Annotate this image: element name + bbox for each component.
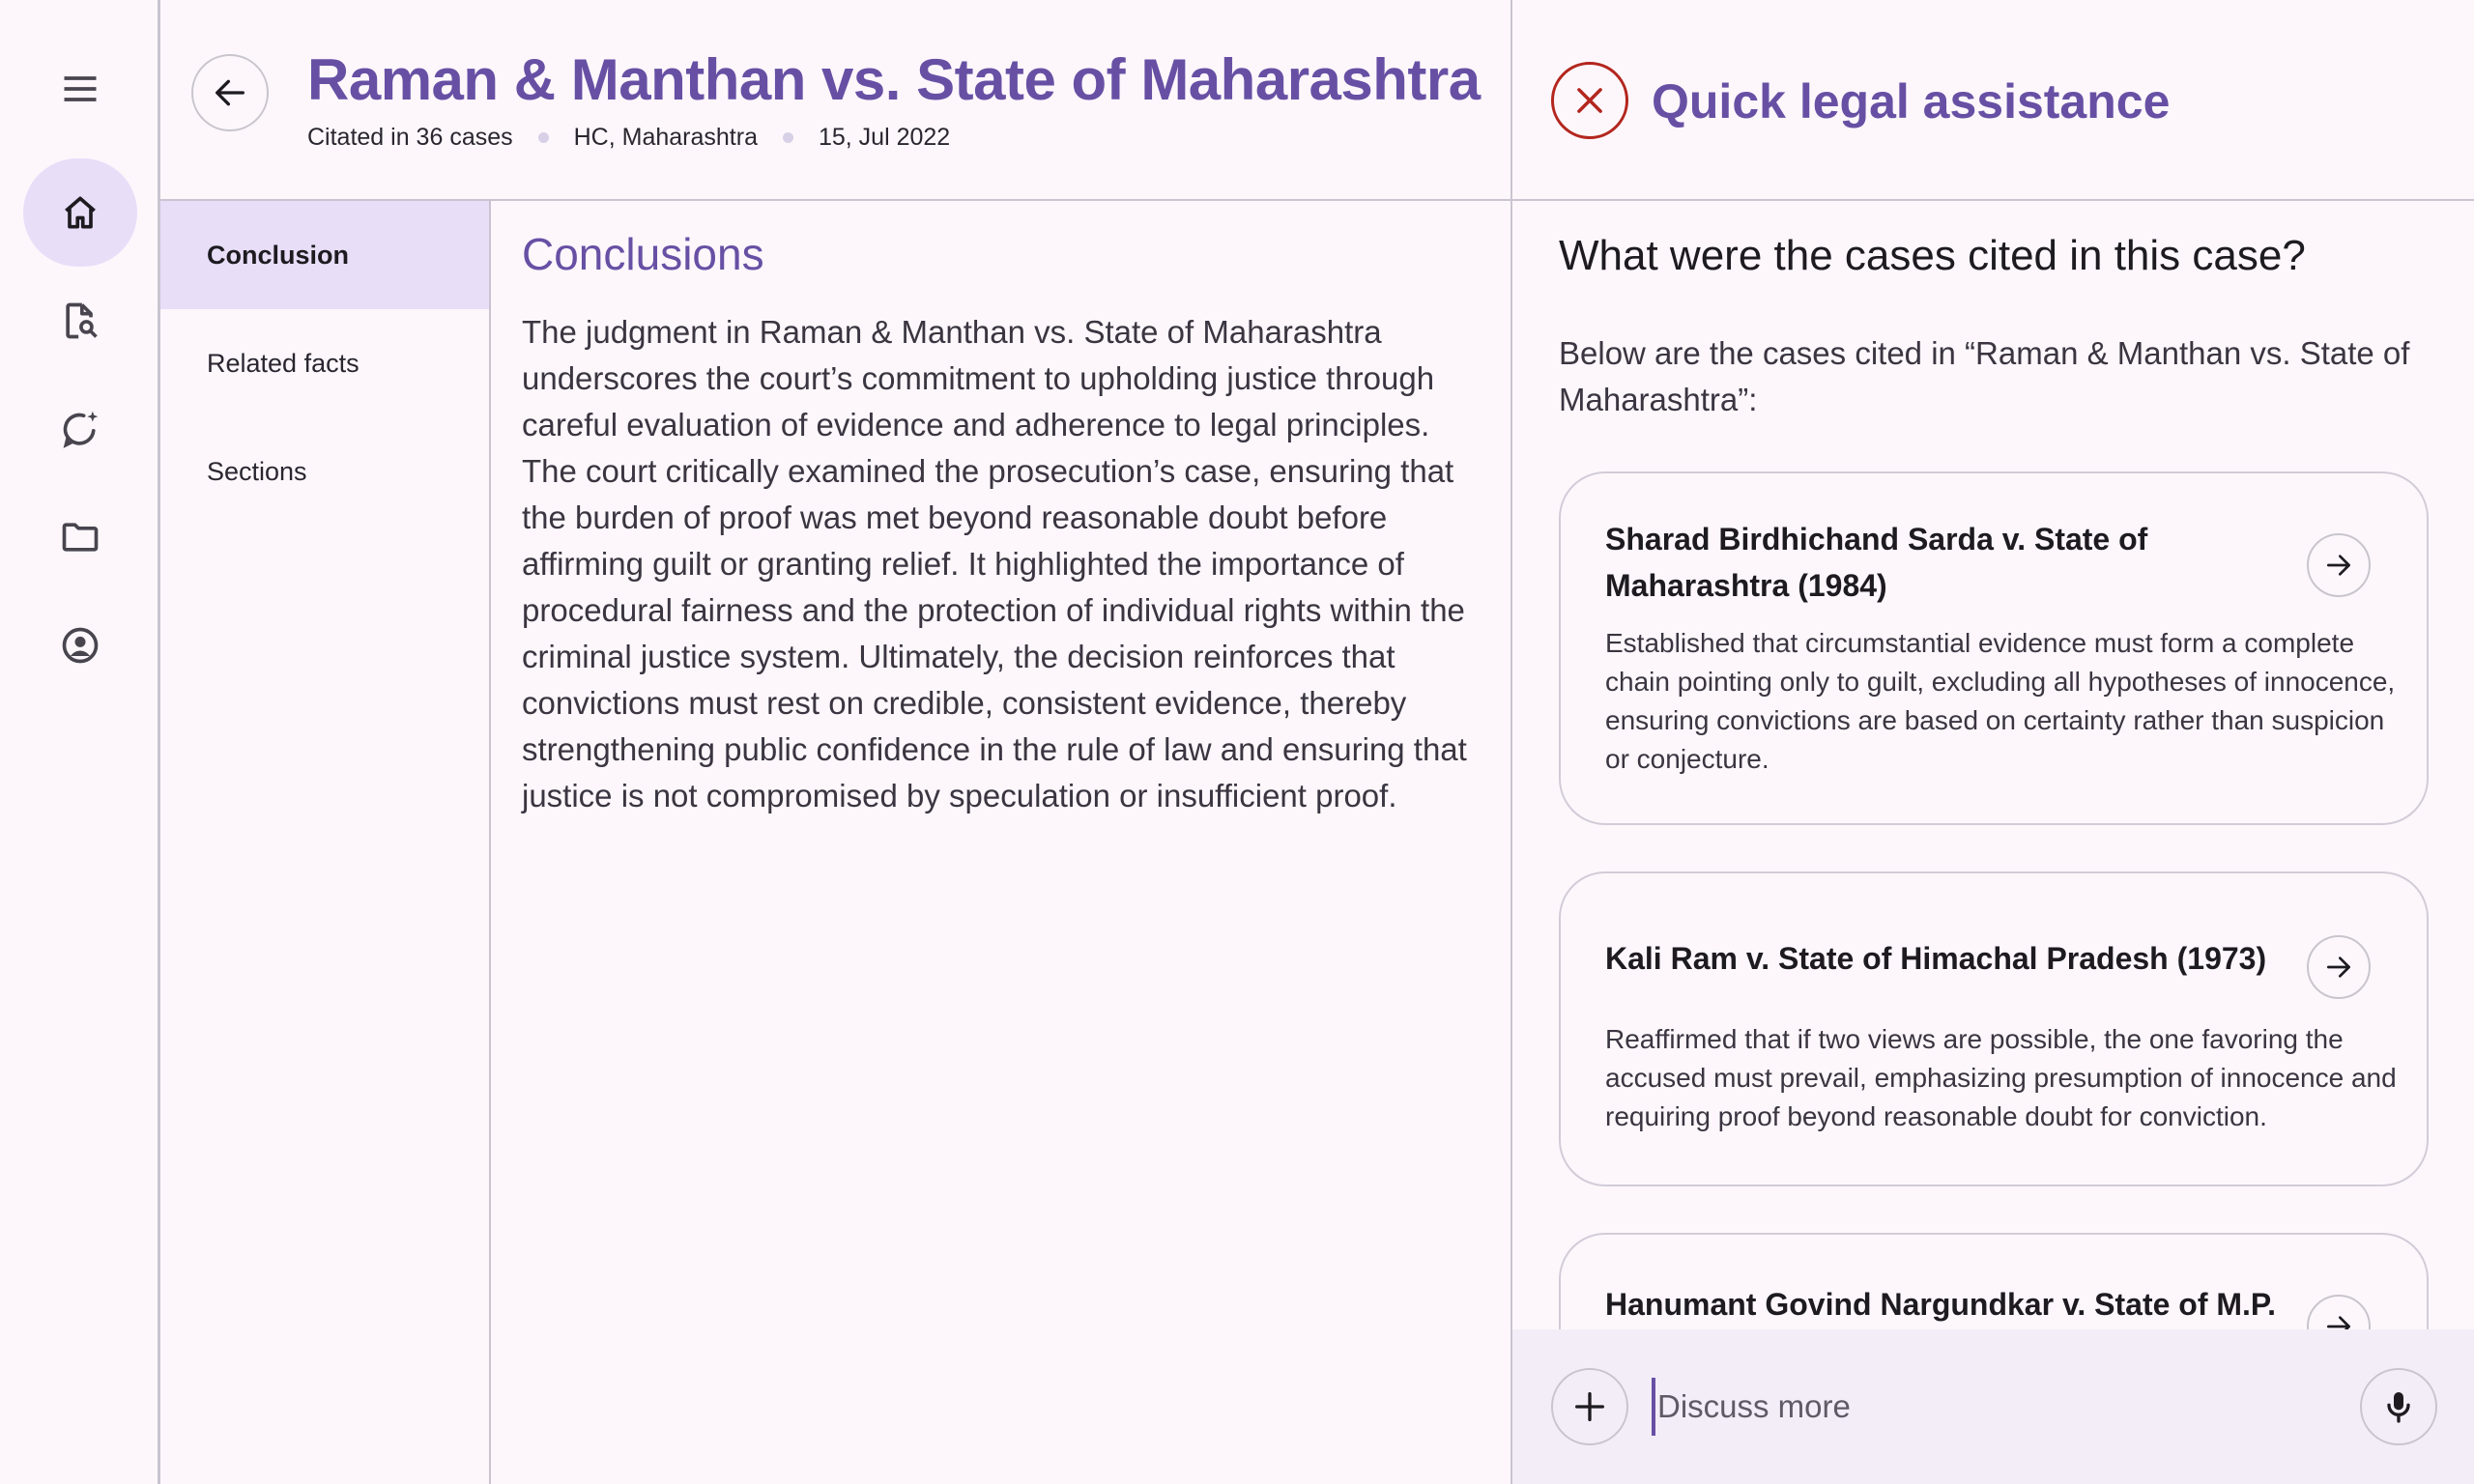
case-card[interactable]	[1559, 871, 2429, 1186]
document-meta	[307, 124, 950, 152]
account-circle-icon	[59, 624, 101, 667]
back-button[interactable]	[191, 54, 269, 131]
plus-icon	[1570, 1387, 1609, 1426]
nav-document-search-button[interactable]	[23, 267, 137, 375]
menu-button[interactable]	[23, 35, 137, 143]
navigation-rail	[0, 0, 160, 1484]
chat-sparkle-icon	[59, 408, 101, 450]
arrow-forward-icon	[2323, 952, 2354, 983]
court-name: HC, Maharashtra	[573, 124, 758, 151]
menu-icon	[59, 68, 101, 110]
folder-icon	[59, 516, 101, 558]
nav-assistant-button[interactable]	[23, 375, 137, 483]
arrow-forward-icon	[2323, 1311, 2354, 1329]
content-body: The judgment in Raman & Manthan vs. State of Maharashtra underscores the court’s commitment to upholding justice through careful evaluation of evidence and adherence to legal principles. The court critically examined the prosecution’s case, ensuring that the burden of proof was met beyond reasonable doubt before affirming guilt or granting relief. It highlighted the importance of procedural fairness and the protection of individual rights within the criminal justice system. Ultimately, the decision reinforces that convictions must rest on credible, consistent evidence, thereby strengthening public confidence in the rule of law and ensuring that justice is not compromised by speculation or insufficient proof.	[522, 314, 1467, 813]
case-title: Kali Ram v. State of Himachal Pradesh (1973)	[1605, 941, 2267, 976]
citation-count: Citated in 36 cases	[307, 124, 513, 151]
case-card[interactable]	[1559, 471, 2429, 825]
assistant-panel	[1510, 0, 2474, 1484]
document-header	[160, 0, 1510, 201]
open-case-button[interactable]	[2307, 533, 2371, 597]
separator-dot	[538, 132, 549, 143]
user-question: What were the cases cited in this case?	[1559, 232, 2306, 279]
arrow-back-icon	[211, 73, 249, 112]
arrow-forward-icon	[2323, 550, 2354, 581]
cited-cases-list	[1559, 471, 2429, 1329]
section-item-label: Related facts	[207, 348, 360, 378]
section-nav	[160, 201, 491, 1484]
case-description: Established that circumstantial evidence must form a complete chain pointing only to guilt, excluding all hypotheses of innocence, ensuring convictions are based on certainty rather than suspicion or conjecture.	[1605, 628, 2396, 774]
content-area	[522, 228, 1488, 819]
section-item-conclusion[interactable]	[160, 201, 489, 309]
message-composer	[1512, 1329, 2474, 1484]
document-search-icon	[59, 300, 101, 342]
nav-folder-button[interactable]	[23, 483, 137, 591]
section-item-sections[interactable]	[160, 417, 489, 526]
section-item-label: Sections	[207, 456, 307, 486]
microphone-icon	[2379, 1387, 2418, 1426]
close-icon	[1571, 82, 1608, 119]
discuss-input[interactable]	[1652, 1378, 2328, 1436]
separator-dot	[783, 132, 793, 143]
case-title: Hanumant Govind Nargundkar v. State of M.P.	[1605, 1287, 2277, 1322]
case-card[interactable]	[1559, 1233, 2429, 1329]
page-title: Raman & Manthan vs. State of Maharashtra	[307, 47, 1481, 112]
voice-input-button[interactable]	[2360, 1368, 2437, 1445]
nav-home-button[interactable]	[23, 158, 137, 267]
add-attachment-button[interactable]	[1551, 1368, 1628, 1445]
case-description: Reaffirmed that if two views are possible, the one favoring the accused must prevail, emphasizing presumption of innocence and requiring proof beyond reasonable doubt for conviction.	[1605, 1024, 2397, 1131]
case-title: Sharad Birdhichand Sarda v. State of Maharashtra (1984)	[1605, 522, 2148, 603]
answer-intro: Below are the cases cited in “Raman & Manthan vs. State of Maharashtra”:	[1559, 335, 2410, 417]
open-case-button[interactable]	[2307, 935, 2371, 999]
judgment-date: 15, Jul 2022	[818, 124, 951, 151]
assistant-title: Quick legal assistance	[1652, 74, 2171, 128]
section-item-label: Conclusion	[207, 240, 349, 270]
home-icon	[59, 191, 101, 234]
close-button[interactable]	[1551, 62, 1628, 139]
content-heading: Conclusions	[522, 229, 764, 279]
section-item-related-facts[interactable]	[160, 309, 489, 417]
nav-account-button[interactable]	[23, 591, 137, 699]
assistant-header	[1512, 0, 2474, 201]
